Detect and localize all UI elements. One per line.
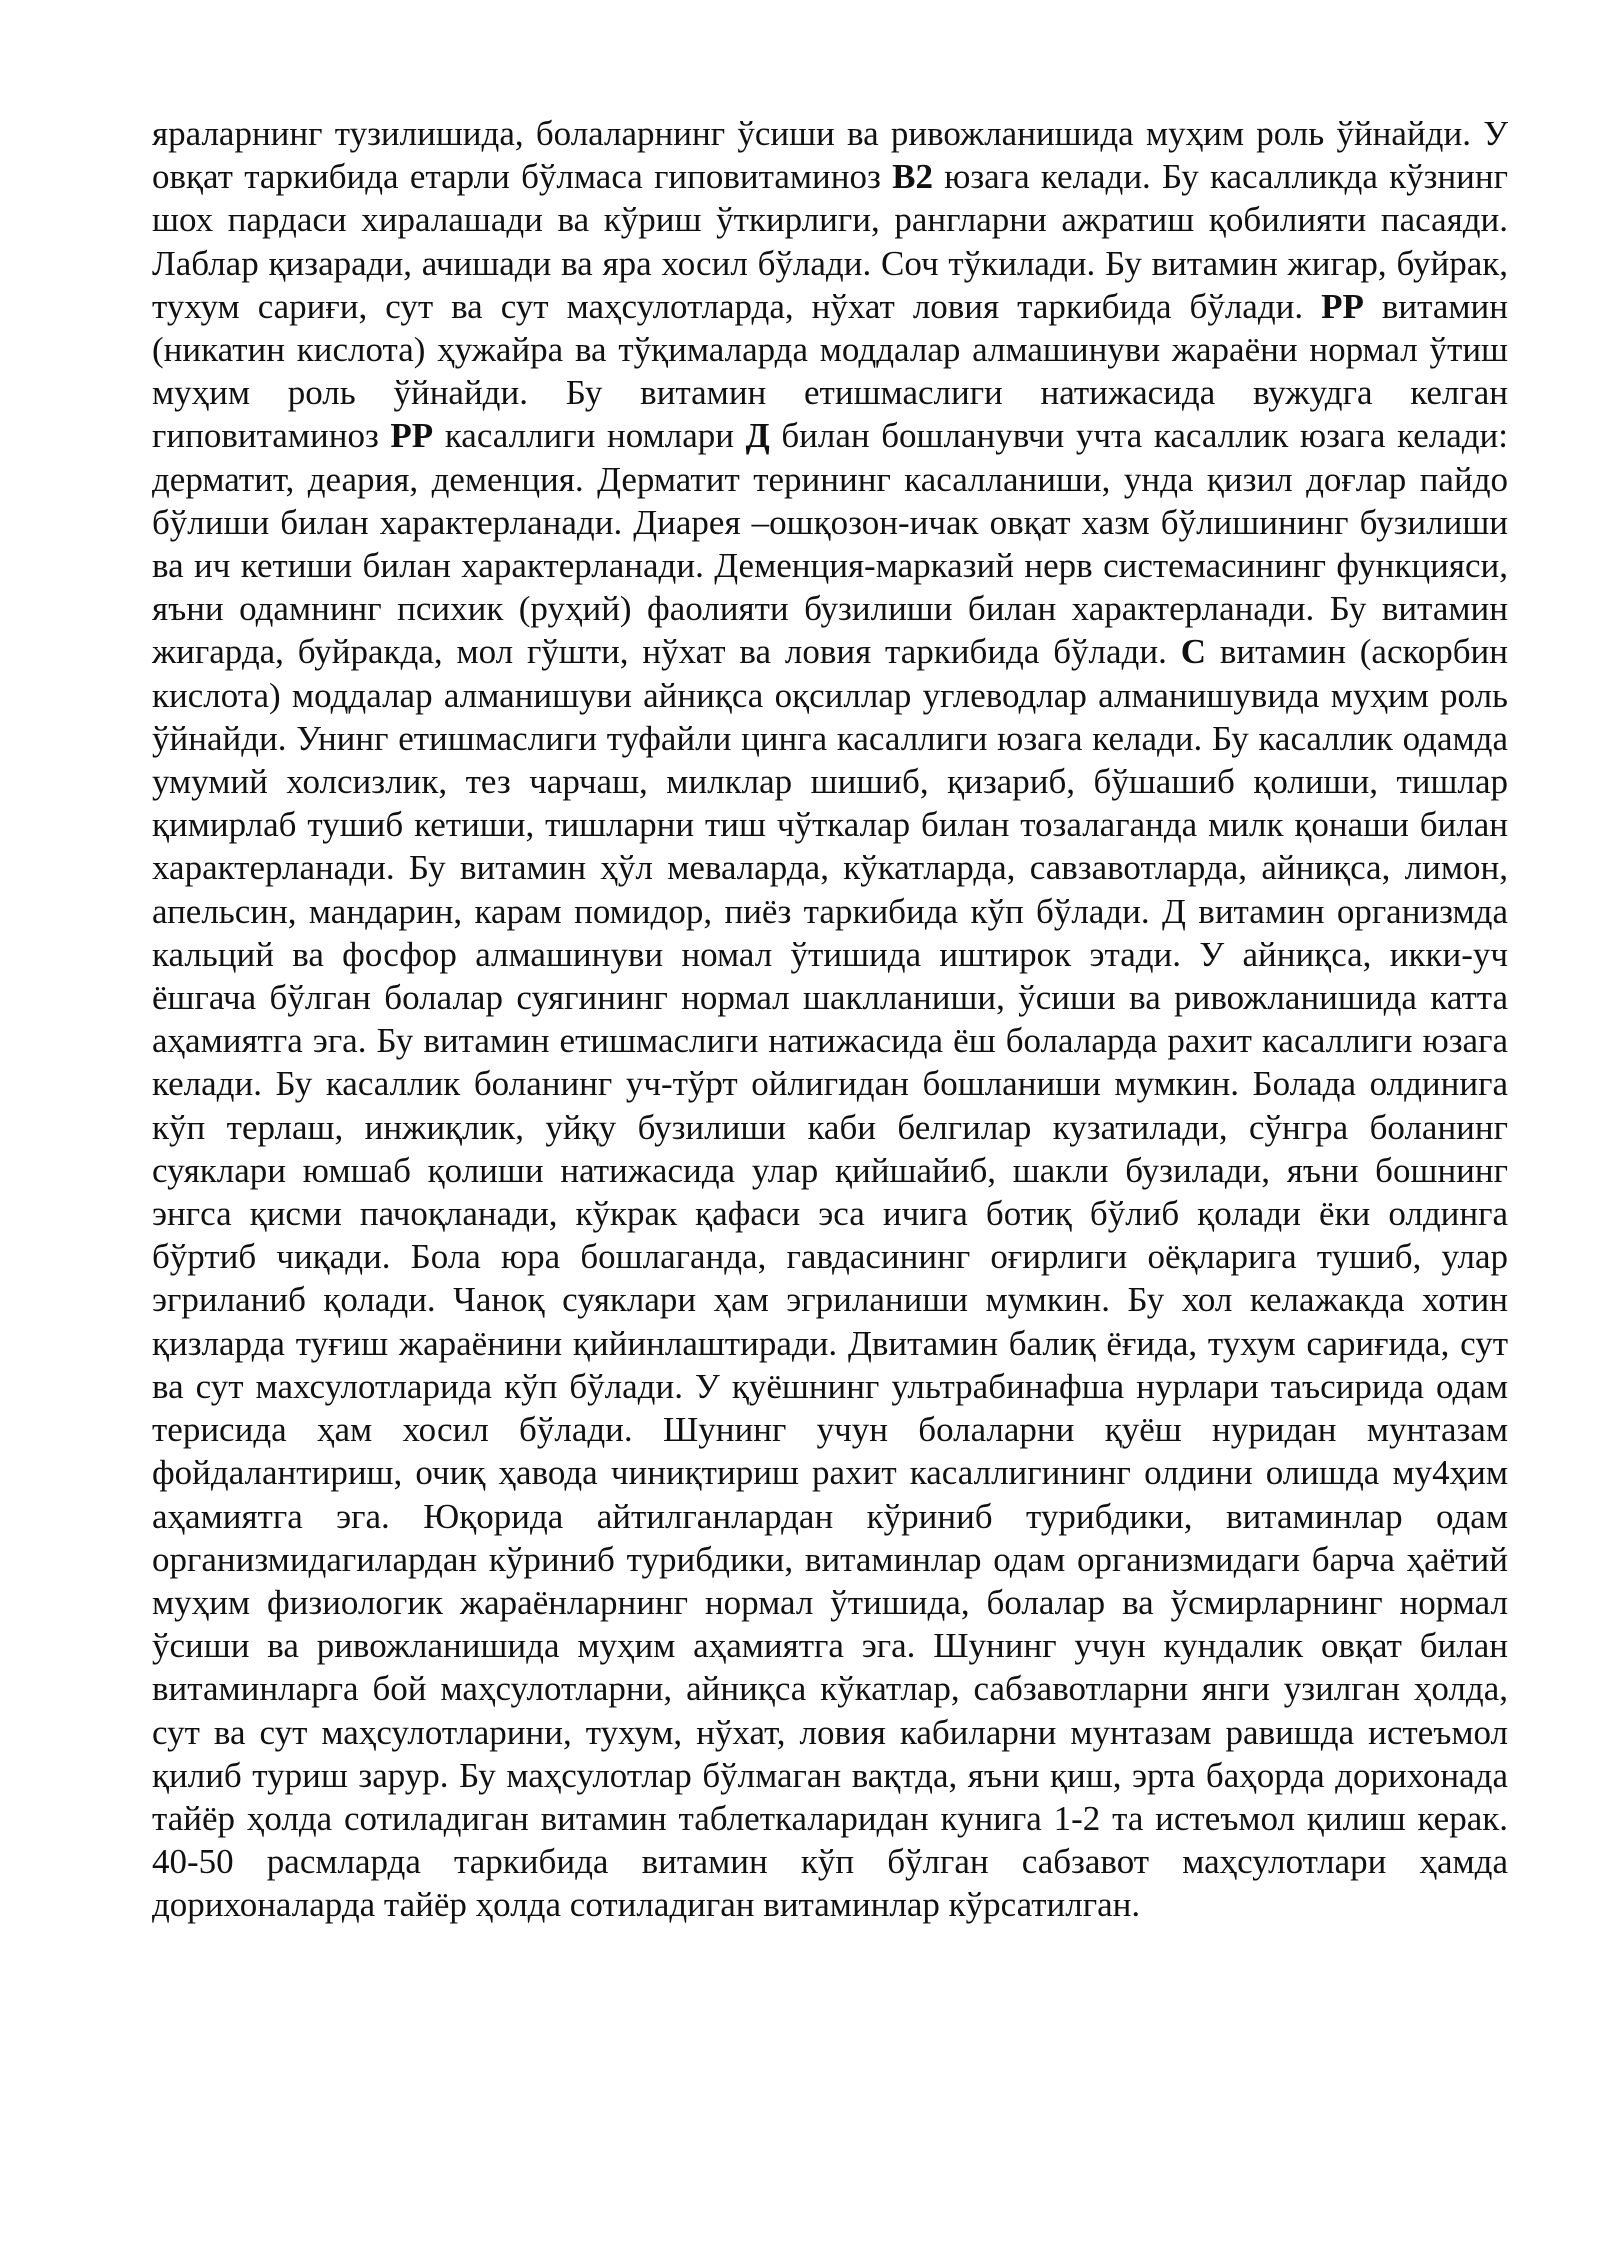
body-paragraph	[152, 112, 1508, 1927]
text-segment: витамин (никатин кислота) ҳужайра ва тўқималарда моддалар алмашинуви жараёни нормал ўтиш муҳим роль ўйнайди. Бу витамин етишмаслиги натижасида вужудга келган гиповитаминоз	[152, 286, 1508, 456]
text-segment: касаллиги номлари	[433, 416, 746, 456]
bold-term-d: Д	[745, 416, 770, 456]
document-page	[152, 112, 1508, 1927]
bold-term-pp: РР	[390, 416, 434, 456]
text-segment: билан бошланувчи учта касаллик юзага келади: дерматит, деария, деменция. Дерматит терининг касалланиши, унда қизил доғлар пайдо бўлиши билан характерланади. Диарея –ошқозон-ичак овқат хазм бўлишининг бузилиши ва ич кетиши билан характерланади. Деменция-марказий нерв системасининг функцияси, яъни одамнинг психик (руҳий) фаолияти бузилиши билан характерланади. Бу витамин жигарда, буйракда, мол гўшти, нўхат ва ловия таркибида бўлади.	[152, 416, 1508, 672]
text-segment: яраларнинг тузилишида, болаларнинг ўсиши ва ривожланишида муҳим роль ўйнайди. У овқат таркибида етарли бўлмаса гиповитаминоз	[152, 114, 1508, 197]
bold-term-b2: В2	[892, 157, 933, 197]
bold-term-c: С	[1180, 632, 1206, 672]
text-segment: юзага келади. Бу касалликда кўзнинг шох пардаси хиралашади ва кўриш ўткирлиги, рангларни ажратиш қобилияти пасаяди. Лаблар қизаради, ачишади ва яра хосил бўлади. Соч тўкилади. Бу витамин жигар, буйрак, тухум сариғи, сут ва сут маҳсулотларда, нўхат ловия таркибида бўлади.	[152, 157, 1508, 326]
bold-term-pp: РР	[1321, 286, 1364, 326]
text-segment: витамин (аскорбин кислота) моддалар алманишуви айниқса оқсиллар углеводлар алманишувида муҳим роль ўйнайди. Унинг етишмаслиги туфайли цинга касаллиги юзага келади. Бу касаллик одамда умумий холсизлик, тез чарчаш, милклар шишиб, қизариб, бўшашиб қолиши, тишлар қимирлаб тушиб кетиши, тишларни тиш чўткалар билан тозалаганда милк қонаши билан характерланади. Бу витамин ҳўл меваларда, кўкатларда, савзавотларда, айниқса, лимон, апельсин, мандарин, карам помидор, пиёз таркибида кўп бўлади. Д витамин организмда кальций ва фосфор алмашинуви номал ўтишида иштирок этади. У айниқса, икки-уч ёшгача бўлган болалар суягининг нормал шаклланиши, ўсиши ва ривожланишида катта аҳамиятга эга. Бу витамин етишмаслиги натижасида ёш болаларда рахит касаллиги юзага келади. Бу касаллик боланинг уч-тўрт ойлигидан бошланиши мумкин. Болада олдинига кўп терлаш, инжиқлик, уйқу бузилиши каби белгилар кузатилади, сўнгра боланинг суяклари юмшаб қолиши натижасида улар қийшайиб, шакли бузилади, яъни бошнинг энгса қисми пачоқланади, кўкрак қафаси эса ичига ботиқ бўлиб қолади ёки олдинга бўртиб чиқади. Бола юра бошлаганда, гавдасининг оғирлиги оёқларига тушиб, улар эгриланиб қолади. Чаноқ суяклари ҳам эгриланиши мумкин. Бу хол келажакда хотин қизларда туғиш жараёнини қийинлаштиради. Двитамин балиқ ёғида, тухум сариғида, сут ва сут махсулотларида кўп бўлади. У қуёшнинг ультрабинафша нурлари таъсирида одам терисида ҳам хосил бўлади. Шунинг учун болаларни қуёш нуридан мунтазам фойдалантириш, очиқ ҳавода чиниқтириш рахит касаллигининг олдини олишда му4ҳим аҳамиятга эга. Юқорида айтилганлардан кўриниб турибдики, витаминлар одам организмидагилардан кўриниб турибдики, витаминлар одам организмидаги барча ҳаётий муҳим физиологик жараёнларнинг нормал ўтишида, болалар ва ўсмирларнинг нормал ўсиши ва ривожланишида муҳим аҳамиятга эга. Шунинг учун кундалик овқат билан витаминларга бой маҳсулотларни, айниқса кўкатлар, сабзавотларни янги узилган ҳолда, сут ва сут маҳсулотларини, тухум, нўхат, ловия кабиларни мунтазам равишда истеъмол қилиб туриш зарур. Бу маҳсулотлар бўлмаган вақтда, яъни қиш, эрта баҳорда дорихонада тайёр ҳолда сотиладиган витамин таблеткаларидан кунига 1-2 та истеъмол қилиш керак. 40-50 расмларда таркибида витамин кўп бўлган сабзавот маҳсулотлари ҳамда дорихоналарда тайёр ҳолда сотиладиган витаминлар кўрсатилган.	[152, 632, 1508, 1925]
